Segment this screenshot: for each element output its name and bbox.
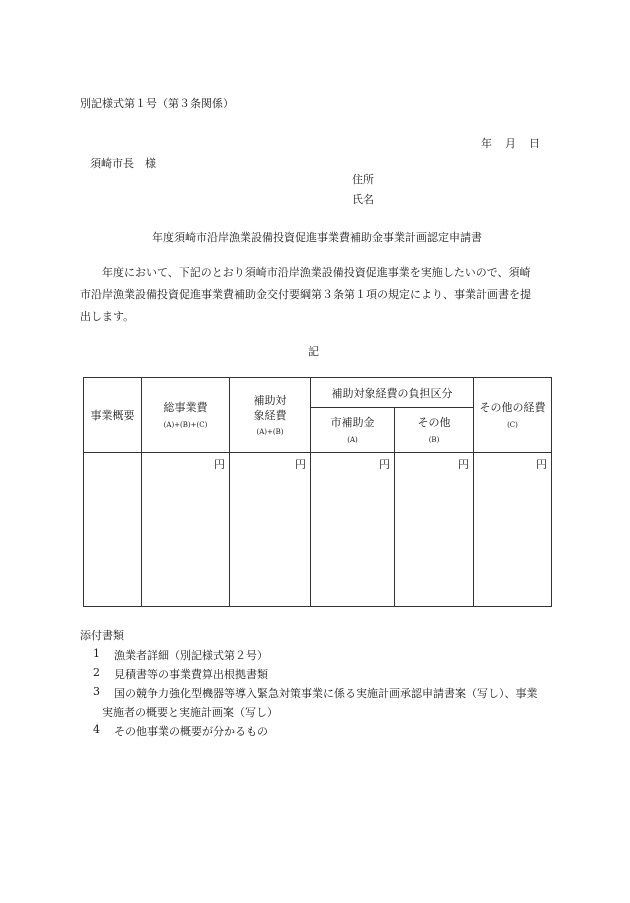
header-eligible-line1: 補助対 [253,393,287,407]
name-label: 氏名 [352,193,374,206]
attachment-num: 3 [93,685,100,698]
header-total-label: 総事業費 [163,401,208,415]
attachments-heading: 添付書類 [80,629,124,642]
header-other-expenses-label: その他の経費 [479,401,546,415]
header-other-mark: (B) [428,435,440,444]
cell-total [142,453,230,607]
attachment-item: その他事業の概要が分かるもの [114,725,268,738]
header-total-formula: (A)+(B)+(C) [163,420,208,429]
unit-yen: 円 [458,458,469,471]
date-line: 年 月 日 [481,137,541,150]
body-paragraph [80,262,556,328]
cell-outline [84,453,142,607]
unit-yen: 円 [379,458,390,471]
attachment-item: 漁業者詳細（別記様式第２号） [114,649,268,662]
unit-yen: 円 [295,458,306,471]
cell-eligible [230,453,311,607]
header-city-label: 市補助金 [330,416,375,430]
header-eligible-formula: (A)+(B) [256,428,284,437]
cell-other-expenses [474,453,552,607]
header-city-mark: (A) [347,435,358,444]
recipient: 須崎市長 様 [90,157,156,170]
attachment-num: 1 [93,647,100,660]
attachment-item: 見積書等の事業費算出根拠書類 [114,668,268,681]
body-line: 出します。 [80,310,135,323]
cell-city [311,453,395,607]
header-city [311,408,395,453]
body-line: 市沿岸漁業設備投資促進事業費補助金交付要綱第３条第１項の規定により、事業計画書を提 [80,288,531,301]
body-line: 年度において、下記のとおり須崎市沿岸漁業設備投資促進事業を実施したいので、須崎 [102,266,531,279]
header-eligible [230,378,311,453]
attachment-num: 4 [93,723,100,736]
attachment-item: 国の競争力強化型機器等導入緊急対策事業に係る実施計画承認申請書案（写し）、事業 [114,687,538,700]
header-total [142,378,230,453]
header-group: 補助対象経費の負担区分 [311,378,474,408]
header-eligible-line2: 象経費 [253,408,287,422]
header-other-expenses [474,378,552,453]
header-outline: 事業概要 [84,378,142,453]
cell-other [395,453,474,607]
address-label: 住所 [352,173,374,186]
form-number: 別記様式第１号（第３条関係） [80,97,234,110]
attachment-item-continuation: 実施者の概要と実施計画案（写し） [102,706,278,719]
unit-yen: 円 [536,458,547,471]
header-other [395,408,474,453]
ki-mark: 記 [308,345,319,358]
unit-yen: 円 [214,458,225,471]
attachment-num: 2 [93,666,100,679]
header-other-expenses-mark: (C) [507,420,518,429]
header-other-label: その他 [417,416,451,430]
document-title: 年度須崎市沿岸漁業設備投資促進事業費補助金事業計画認定申請書 [152,231,482,244]
plan-table [83,377,552,607]
